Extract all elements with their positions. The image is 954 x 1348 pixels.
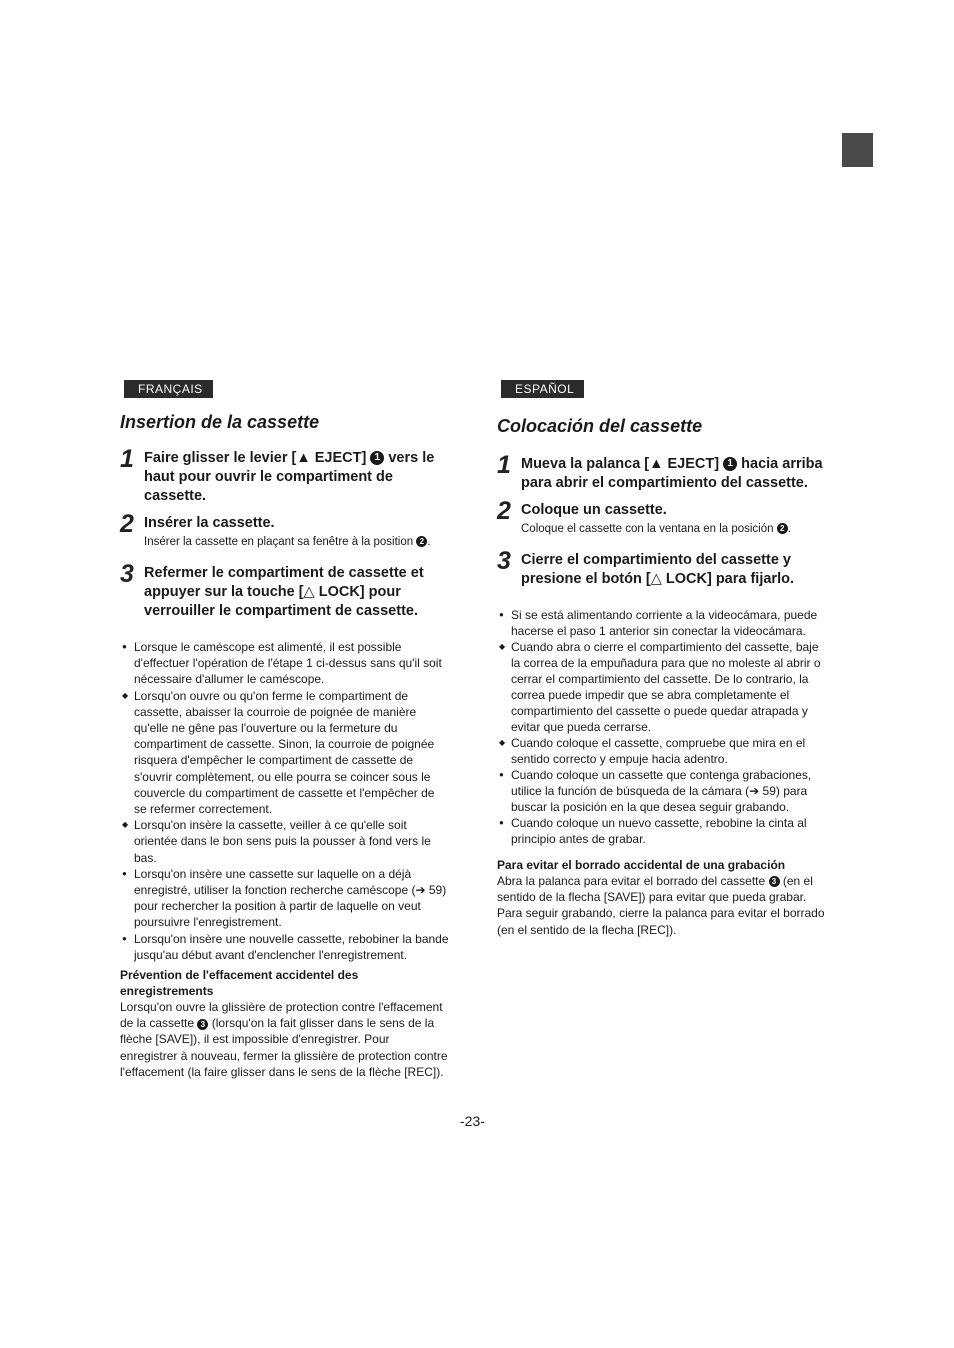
step-text: Cierre el compartimiento del cassette y presione el botón [△ LOCK] para fijarlo. (521, 552, 794, 587)
callout-1-icon: 1 (370, 451, 384, 465)
list-item: ● Lorsqu'on insère une cassette sur laquelle on a déjà enregistré, utiliser la fonction recherche caméscope (➔ 59) pour rechercher la position à partir de laquelle on veut poursuivre l'enregistrement. (122, 866, 447, 930)
step-number: 3 (497, 547, 511, 575)
callout-3-icon: 3 (769, 876, 780, 887)
notes-list-spanish (497, 607, 827, 847)
subheading-spanish: Para evitar el borrado accidental de una grabación (497, 858, 786, 872)
callout-1-icon: 1 (723, 457, 737, 471)
list-item: ◆ Cuando coloque el cassette, compruebe que mira en el sentido correcto y empuje hacia adentro. (499, 736, 806, 766)
callout-3-icon: 3 (197, 1019, 208, 1030)
step-subtext: Coloque el cassette con la ventana en la posición 2 . (521, 523, 791, 535)
step-2-french (120, 510, 450, 550)
step-subtext: Insérer la cassette en plaçant sa fenêtre à la position 2 . (144, 536, 431, 548)
bullet-icon: ● (499, 610, 504, 619)
step-2-spanish (497, 497, 827, 537)
callout-2-icon: 2 (777, 523, 788, 534)
diamond-bullet-icon: ◆ (499, 738, 506, 747)
callout-2-icon: 2 (416, 536, 427, 547)
step-number: 3 (120, 560, 134, 588)
step-1-french (120, 445, 450, 506)
step-text: Insérer la cassette. (144, 515, 275, 531)
bullet-icon: ● (122, 868, 127, 878)
bullet-icon: ● (122, 933, 127, 943)
step-number: 2 (497, 497, 511, 525)
list-item: ● Lorsque le caméscope est alimenté, il est possible d'effectuer l'opération de l'étape 1 ci-dessus sans qu'il soit nécessaire d'allumer le caméscope. (122, 640, 442, 687)
list-item: ● Si se está alimentando corriente a la videocámara, puede hacerse el paso 1 anterior sin conectar la videocámara. (499, 608, 818, 638)
step-text: Mueva la palanca [▲ EJECT] 1 hacia arriba para abrir el compartimiento del cassette. (521, 456, 823, 491)
bullet-icon: ● (499, 818, 504, 827)
subheading-french: Prévention de l'effacement accidentel des enregistrements (120, 968, 359, 999)
diamond-bullet-icon: ◆ (499, 642, 506, 651)
list-item: ◆ Cuando abra o cierre el compartimiento del cassette, baje la correa de la empuñadura para que no moleste al abrir o cerrar el compartimiento del cassette. De lo contrario, la correa puede impedir que se abra completamente el compartimiento del cassette o puede quedar atrapada y evitar que pueda cerrarse. (499, 640, 821, 734)
french-column (120, 380, 450, 1080)
diamond-bullet-icon: ◆ (122, 690, 129, 700)
page-number: -23- (460, 1113, 485, 1129)
step-3-french (120, 560, 450, 621)
paragraph-spanish: Abra la palanca para evitar el borrado del cassette 3 (en el sentido de la flecha [SAVE]) para evitar que pueda grabar. Para seguir grabando, cierre la palanca para evitar el borrado (en el sentido de la flecha [REC]). (497, 874, 825, 937)
language-badge-spanish: ESPAÑOL (501, 380, 584, 398)
step-text: Coloque un cassette. (521, 502, 667, 518)
list-item: ● Lorsqu'on insère une nouvelle cassette, rebobiner la bande jusqu'au début avant d'enclencher l'enregistrement. (122, 931, 449, 962)
section-title-french: Insertion de la cassette (120, 412, 320, 432)
list-item: ◆ Lorsqu'on ouvre ou qu'on ferme le compartiment de cassette, abaisser la courroie de poignée de manière qu'elle ne gêne pas l'ouverture ou la fermeture du compartiment de cassette. Sinon, la courroie de poignée risquera d'empêcher le compartiment de cassette de s'ouvrir complètement, ou elle pourra se coincer sous le couvercle du compartiment de cassette et l'empêcher de se refermer correctement. (122, 688, 435, 817)
spanish-column (497, 380, 827, 938)
step-number: 1 (120, 445, 134, 473)
step-number: 1 (497, 451, 511, 479)
section-title-spanish: Colocación del cassette (497, 416, 703, 436)
notes-list-french (120, 639, 450, 963)
step-3-spanish (497, 547, 827, 589)
step-text: Faire glisser le levier [▲ EJECT] 1 vers le haut pour ouvrir le compartiment de cassette. (144, 450, 435, 504)
bullet-icon: ● (122, 642, 127, 651)
list-item: ◆ Lorsqu'on insère la cassette, veiller à ce qu'elle soit orientée dans le bon sens puis la pousser à fond vers le bas. (122, 818, 431, 865)
step-text: Refermer le compartiment de cassette et appuyer sur la touche [△ LOCK] pour verrouiller le compartiment de cassette. (144, 565, 424, 619)
step-1-spanish (497, 451, 827, 493)
list-item: ● Cuando coloque un nuevo cassette, rebobine la cinta al principio antes de grabar. (499, 816, 807, 846)
page-edge-tab (842, 133, 873, 167)
bullet-icon: ● (499, 770, 504, 779)
diamond-bullet-icon: ◆ (122, 820, 129, 830)
step-number: 2 (120, 510, 134, 538)
language-badge-french: FRANÇAIS (124, 380, 213, 398)
list-item: ● Cuando coloque un cassette que contenga grabaciones, utilice la función de búsqueda de la cámara (➔ 59) para buscar la posición en la que desea seguir grabando. (499, 768, 812, 814)
paragraph-french: Lorsqu'on ouvre la glissière de protection contre l'effacement de la cassette 3 (lorsqu'on la fait glisser dans le sens de la flèche [SAVE]), il est impossible d'enregistrer. Pour enregistrer à nouveau, fermer la glissière de protection contre l'effacement (la faire glisser dans le sens de la flèche [REC]). (120, 1000, 448, 1079)
